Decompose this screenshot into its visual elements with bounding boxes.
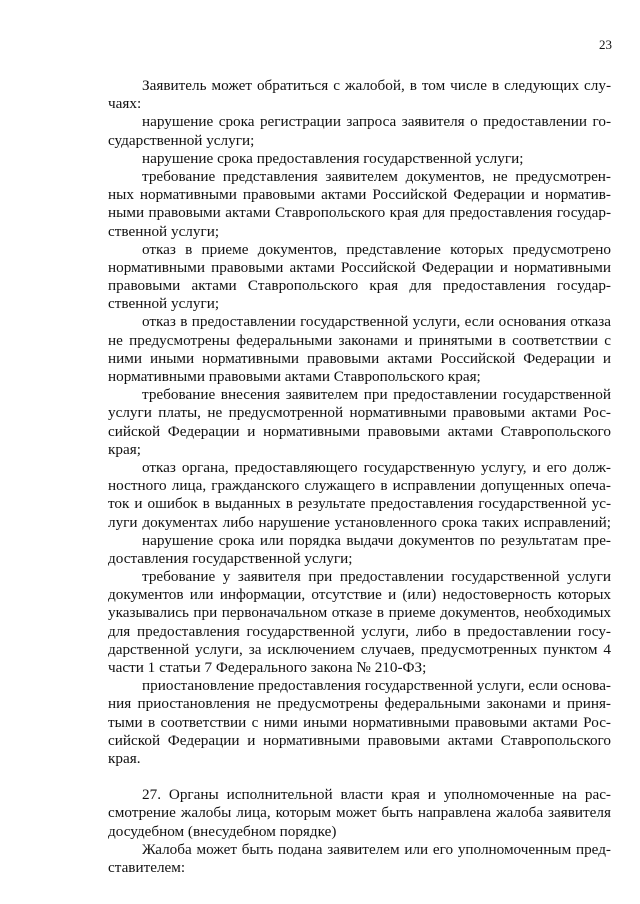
text-line: документов или информации, отсутствие и (или) недостоверность которых [108, 586, 611, 604]
text-line: ставителем: [108, 858, 186, 876]
text-line: чаях: [108, 95, 142, 113]
text-line: ток и ошибок в выданных в результате предоставления государственной ус- [108, 495, 611, 513]
text-line: требование у заявителя при предоставлении государственной услуги [142, 568, 611, 586]
text-line: Заявитель может обратиться с жалобой, в том числе в следующих слу- [142, 77, 611, 94]
text-line: нарушение срока предоставления государственной услуги; [142, 149, 524, 167]
text-line: услуги платы, не предусмотренной нормативными правовыми актами Рос- [108, 404, 611, 422]
text-line: нарушение срока регистрации запроса заявителя о предоставлении го- [142, 113, 611, 131]
text-line: ния приостановления не предусмотрены федеральными законами и приня- [108, 695, 611, 713]
text-line: ностного лица, гражданского служащего в исправлении допущенных опеча- [108, 477, 611, 495]
text-line: ственной услуги; [108, 295, 220, 313]
text-line: правовыми актами Ставропольского края для предоставления государ- [108, 277, 611, 295]
text-line: доставления государственной услуги; [108, 549, 353, 567]
page-number: 23 [599, 37, 612, 52]
text-line: дарственной услуги, за исключением случаев, предусмотренных пунктом 4 [108, 640, 611, 658]
text-line: приостановление предоставления государственной услуги, если основа- [142, 677, 611, 695]
text-line: не предусмотрены федеральными законами и принятыми в соответствии с [108, 331, 611, 349]
paragraph-gap [108, 768, 611, 786]
text-line: нормативными правовыми актами Ставропольского края; [108, 368, 481, 385]
text-line: края. [108, 749, 141, 767]
text-line: нарушение срока или порядка выдачи документов по результатам пре- [142, 531, 611, 549]
text-line: Жалоба может быть подана заявителем или его уполномоченным пред- [142, 840, 611, 858]
text-line: сударственной услуги; [108, 131, 255, 149]
text-line: части 1 статьи 7 Федерального закона № 210-ФЗ; [108, 659, 427, 676]
text-line: досудебном (внесудебном порядке) [108, 822, 337, 840]
text-line: отказ в предоставлении государственной услуги, если основания отказа [142, 313, 611, 331]
text-line: сийской Федерации и нормативными правовыми актами Ставропольского [108, 422, 611, 440]
text-line: указывались при первоначальном отказе в приеме документов, необходимых [108, 604, 611, 622]
text-line: отказ органа, предоставляющего государственную услугу, и его долж- [142, 458, 611, 476]
document-body [108, 77, 611, 877]
text-line: отказ в приеме документов, представление которых предусмотрено [142, 240, 611, 258]
text-line: луги документах либо нарушение установленного срока таких исправлений; [108, 513, 611, 531]
text-line: 27. Органы исполнительной власти края и уполномоченные на рас- [142, 786, 611, 804]
text-line: края; [108, 440, 141, 458]
text-line: тыми в соответствии с ними иными нормативными правовыми актами Рос- [108, 713, 611, 731]
text-line: ных нормативными правовыми актами Российской Федерации и норматив- [108, 186, 611, 204]
text-line: сийской Федерации и нормативными правовыми актами Ставропольского [108, 731, 611, 749]
text-line: требование представления заявителем документов, не предусмотрен- [142, 167, 611, 185]
text-line: ственной услуги; [108, 222, 220, 240]
text-line: ними иными нормативными правовыми актами Российской Федерации и [108, 349, 611, 367]
text-line: смотрение жалобы лица, которым может быть направлена жалоба заявителя [108, 804, 611, 822]
text-line: нормативными правовыми актами Российской Федерации и нормативными [108, 258, 611, 276]
text-line: ными правовыми актами Ставропольского края для предоставления государ- [108, 204, 611, 222]
text-line: требование внесения заявителем при предоставлении государственной [142, 386, 611, 404]
text-line: для предоставления государственной услуги, либо в предоставлении госу- [108, 622, 611, 640]
